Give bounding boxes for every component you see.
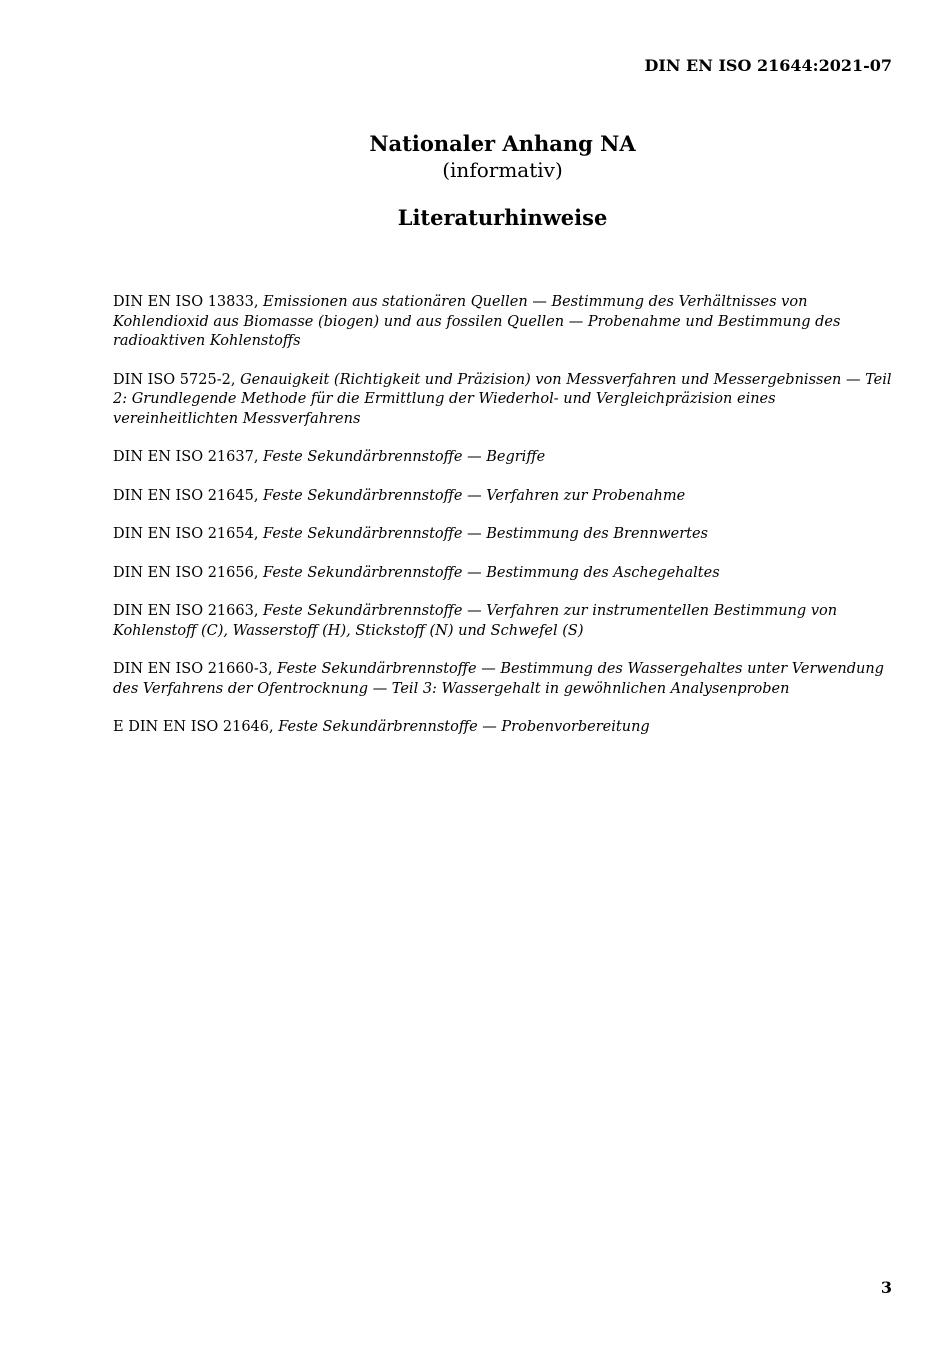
- reference-code: DIN EN ISO 21660-3,: [113, 661, 278, 677]
- reference-code: DIN EN ISO 21663,: [113, 603, 264, 619]
- reference-item: [113, 525, 893, 545]
- annex-title: Nationaler Anhang NA: [369, 131, 636, 156]
- reference-title: Feste Sekundärbrennstoffe — Begriffe: [263, 449, 546, 465]
- reference-code: DIN ISO 5725-2,: [113, 371, 241, 388]
- reference-code: DIN EN ISO 21645,: [113, 487, 264, 504]
- annex-type: (informativ): [442, 158, 563, 182]
- reference-title: Feste Sekundärbrennstoffe — Bestimmung des Brennwertes: [263, 526, 708, 542]
- reference-item: [113, 718, 893, 738]
- reference-title: Feste Sekundärbrennstoffe — Probenvorbereitung: [278, 719, 650, 735]
- document-identifier: DIN EN ISO 21644:2021-07: [644, 56, 892, 75]
- reference-title: Emissionen aus stationären Quellen — Bestimmung des Verhältnisses von Kohlendioxid aus Biomasse (biogen) und aus fossilen Quellen — Probenahme und Bestimmung des radioaktiven Kohlenstoffs: [113, 294, 841, 349]
- reference-list: [113, 293, 893, 757]
- reference-title: Genauigkeit (Richtigkeit und Präzision) von Messverfahren und Messergebnissen — Teil 2: Grundlegende Methode für die Ermittlung der Wiederhol- und Vergleichpräzision eines vereinheitlichten Messverfahrens: [113, 371, 892, 427]
- reference-title: Feste Sekundärbrennstoffe — Bestimmung des Aschegehaltes: [263, 564, 720, 581]
- reference-title: Feste Sekundärbrennstoffe — Verfahren zur Probenahme: [263, 487, 686, 504]
- reference-item: [113, 602, 893, 641]
- reference-code: E DIN EN ISO 21646,: [113, 719, 279, 735]
- reference-item: [113, 487, 893, 507]
- reference-item: [113, 371, 893, 430]
- reference-item: [113, 564, 893, 584]
- reference-code: DIN EN ISO 21637,: [113, 449, 264, 465]
- reference-item: [113, 448, 893, 468]
- reference-item: [113, 293, 893, 352]
- reference-code: DIN EN ISO 13833,: [113, 294, 264, 310]
- section-title: Literaturhinweise: [397, 205, 608, 230]
- annex-heading: [0, 131, 950, 231]
- reference-item: [113, 660, 893, 699]
- reference-code: DIN EN ISO 21654,: [113, 526, 264, 542]
- reference-code: DIN EN ISO 21656,: [113, 564, 264, 581]
- reference-title: Feste Sekundärbrennstoffe — Verfahren zur instrumentellen Bestimmung von Kohlenstoff (C), Wasserstoff (H), Stickstoff (N) und Schwefel (S): [113, 603, 838, 639]
- reference-title: Feste Sekundärbrennstoffe — Bestimmung des Wassergehaltes unter Verwendung des Verfahrens der Ofentrocknung — Teil 3: Wassergehalt in gewöhnlichen Analysenproben: [113, 661, 884, 697]
- page-number: 3: [880, 1278, 892, 1297]
